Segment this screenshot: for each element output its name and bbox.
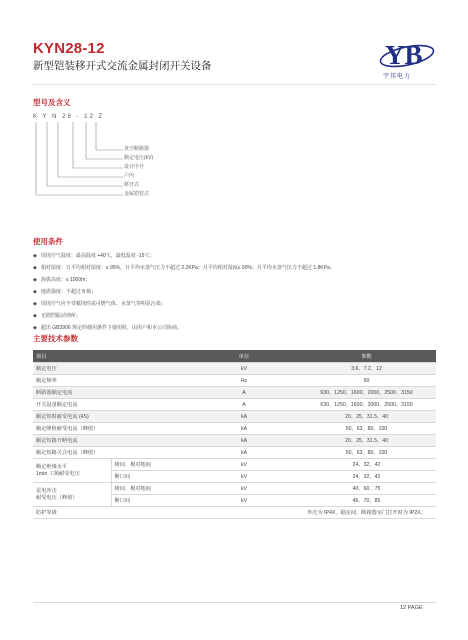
row-unit: kV <box>191 471 297 483</box>
row-unit: kA <box>191 411 297 423</box>
svg-text:YB: YB <box>385 40 423 70</box>
row-item: 额定短时耐受电流 (4S) <box>33 411 191 423</box>
header-item: 项目 <box>33 350 191 363</box>
meaning-label: 移开式 <box>124 182 140 188</box>
section-title-spec: 主要技术参数 <box>33 334 78 343</box>
row-item: 断路器额定电流 <box>33 387 191 399</box>
row-unit: kV <box>191 363 297 375</box>
row-value: 40、60、75 <box>297 483 436 495</box>
section-title-model: 型号及含义 <box>33 98 71 107</box>
table-row <box>33 399 436 411</box>
condition-item: ◆ 海拔高度：≤ 1000m； <box>33 277 91 283</box>
row-unit: kV <box>191 459 297 471</box>
meaning-label: 户内 <box>124 173 135 179</box>
row-value: 50、63、80、100 <box>297 447 436 459</box>
condition-item: ◆ 相对湿度：日平均相对湿度：≤ 95%，日平均水蒸气压力不超过 2.2KPa；月平均相对湿度≤ 90%；月平均水蒸气压力不超过 1.8KPa； <box>33 265 335 271</box>
condition-item: ◆ 无剧烈振动场所； <box>33 313 81 319</box>
row-unit <box>191 507 297 519</box>
row-subitem: 极间、极对地间 <box>111 459 191 471</box>
row-value: 24、32、42 <box>297 471 436 483</box>
footer-divider <box>33 602 436 603</box>
row-value: 630、1250、1600、2000、2500、3150 <box>297 399 436 411</box>
table-row <box>33 363 436 375</box>
table-row <box>33 375 436 387</box>
bullet-icon: ◆ <box>33 253 37 259</box>
row-value: 46、70、85 <box>297 495 436 507</box>
yb-logo-icon <box>378 38 436 72</box>
spec-table <box>33 350 436 519</box>
row-item: 额定短路开断电流 <box>33 435 191 447</box>
table-row <box>33 423 436 435</box>
row-unit: A <box>191 399 297 411</box>
header-divider <box>33 84 436 85</box>
row-value: 3.6、7.2、12 <box>297 363 436 375</box>
row-item: 开关设备额定电流 <box>33 399 191 411</box>
row-subitem: 极间、极对地间 <box>111 483 191 495</box>
row-unit: kA <box>191 423 297 435</box>
table-row <box>33 447 436 459</box>
meaning-label: 金属铠装式 <box>124 191 150 197</box>
table-header-row <box>33 350 436 363</box>
row-value: 外壳为 IP4X，隔室间、断路器室门打开时为 IP2X。 <box>297 507 436 519</box>
row-value: 630、1250、1600、2000、2500、3150 <box>297 387 436 399</box>
product-model-title: KYN28-12 <box>33 40 105 57</box>
row-unit: Hz <box>191 375 297 387</box>
table-row <box>33 411 436 423</box>
product-subtitle: 新型铠装移开式交流金属封闭开关设备 <box>33 60 212 72</box>
bullet-icon: ◆ <box>33 277 37 283</box>
logo-brand-text: 宇邦电力 <box>383 74 412 80</box>
table-row <box>33 483 436 495</box>
row-item: 额定峰值耐受电流（峰值） <box>33 423 191 435</box>
meaning-label: 额定电压(kV) <box>124 155 154 161</box>
row-value: 50、63、80、100 <box>297 423 436 435</box>
bullet-icon: ◆ <box>33 301 37 307</box>
table-row <box>33 435 436 447</box>
condition-item: ◆ 周围空气应不受腐蚀性或可燃气体、水蒸气等明显污染； <box>33 301 166 307</box>
bullet-icon: ◆ <box>33 289 37 295</box>
row-unit: A <box>191 387 297 399</box>
header-unit: 单位 <box>191 350 297 363</box>
row-item: 额定短路关合电流（峰值） <box>33 447 191 459</box>
page-number: 12 PAGE <box>400 605 423 611</box>
table-row <box>33 507 436 519</box>
section-title-conditions: 使用条件 <box>33 237 63 246</box>
table-row <box>33 459 436 471</box>
bullet-icon: ◆ <box>33 313 37 319</box>
row-item: 额定电压 <box>33 363 191 375</box>
row-value: 20、25、31.5、40 <box>297 411 436 423</box>
row-item: 防护等级 <box>33 507 191 519</box>
header-value: 参数 <box>297 350 436 363</box>
table-row <box>33 387 436 399</box>
bullet-icon: ◆ <box>33 325 37 331</box>
model-meaning-diagram <box>33 118 193 208</box>
condition-item: ◆ 超出 GB3906 规定的使用条件下使用时，由用户和本公司协商。 <box>33 325 182 331</box>
row-subitem: 断口间 <box>111 495 191 507</box>
condition-item: ◆ 周围空气温度：最高温度 +40℃，最低温度 -15℃； <box>33 253 155 259</box>
row-unit: kA <box>191 435 297 447</box>
row-unit: kV <box>191 483 297 495</box>
row-value: 50 <box>297 375 436 387</box>
row-value: 24、32、42 <box>297 459 436 471</box>
bullet-icon: ◆ <box>33 265 37 271</box>
row-item-impulse: 雷电冲击 耐受电压（峰值） <box>33 483 111 507</box>
row-value: 20、25、31.5、40 <box>297 435 436 447</box>
row-item: 额定频率 <box>33 375 191 387</box>
meaning-label: 真空断路器 <box>124 146 150 152</box>
meaning-label: 设计序号 <box>124 164 145 170</box>
row-unit: kA <box>191 447 297 459</box>
row-subitem: 断口间 <box>111 471 191 483</box>
condition-item: ◆ 地震强度：不超过 8 级； <box>33 289 97 295</box>
row-item-insulation: 额定绝缘水平 1min 工频耐受电压 <box>33 459 111 483</box>
model-code: K Y N 28 - 12 Z <box>33 114 105 120</box>
row-unit: kV <box>191 495 297 507</box>
